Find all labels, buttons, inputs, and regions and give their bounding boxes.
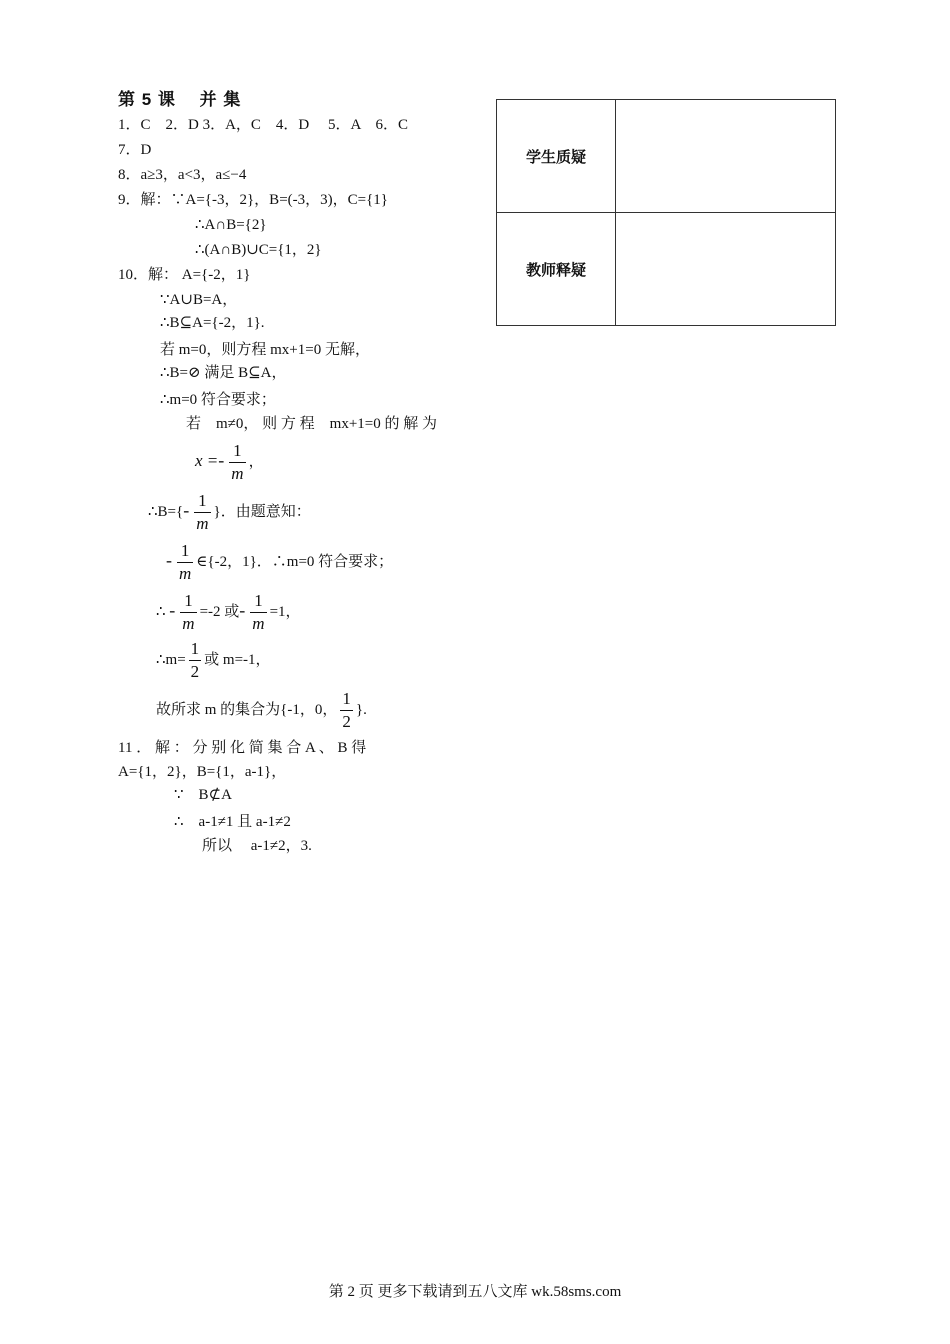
formula-x-lhs: x =: [195, 451, 219, 470]
page-footer: 第 2 页 更多下载请到五八文库 wk.58sms.com: [328, 1284, 622, 1300]
fraction-1-over-m: $\frac{1}{m}$: [182, 591, 195, 634]
formula-equations: ∴ - $\frac{1}{m}$ =-2 或- $\frac{1}{m}$ =1，: [156, 591, 301, 634]
fraction-1-over-2: $\frac{1}{2}$: [342, 689, 351, 732]
answer-line-24: 所以 a-1≠2，3.: [202, 838, 312, 854]
answer-line-11: ∴B=⊘ 满足 B⊆A，: [160, 365, 287, 381]
minus-sign: -: [218, 450, 225, 470]
student-question-cell: [616, 100, 836, 213]
fraction-1-over-m: $\frac{1}{m}$: [179, 541, 192, 584]
formula-x: x =- $\frac{1}{m}$ ，: [195, 441, 264, 484]
answer-line-10: 若 m=0，则方程 mx+1=0 无解，: [160, 342, 370, 358]
answer-line-22: ∵ B⊄A: [174, 787, 232, 803]
teacher-answer-cell: [616, 213, 836, 326]
answer-line-20: 11 ． 解 ： 分 别 化 简 集 合 A 、 B 得: [118, 740, 367, 756]
question-answer-table: [496, 99, 836, 326]
answer-line-7: 10．解： A={-2，1}: [118, 267, 251, 283]
formula-m-values: ∴m= $\frac{1}{2}$ 或 m=-1，: [156, 639, 271, 682]
answer-line-8: ∵A∪B=A，: [160, 292, 238, 308]
answer-line-23: ∴ a-1≠1 且 a-1≠2: [174, 814, 291, 830]
fraction-1-over-2: $\frac{1}{2}$: [190, 639, 200, 682]
fraction-1-over-m: $\frac{1}{m}$: [231, 441, 244, 484]
answer-line-4: 9．解：∵A={-3，2}，B=(-3，3)，C={1}: [118, 192, 389, 208]
answer-line-5: ∴A∩B={2}: [195, 217, 267, 233]
answer-line-3: 8．a≥3，a<3，a≤−4: [118, 167, 247, 183]
table-row: [497, 213, 836, 326]
answer-line-1: 1．C 2．D 3．A，C 4．D 5．A 6．C: [118, 117, 409, 133]
formula-b-set: ∴B={- $\frac{1}{m}$ }．由题意知：: [148, 491, 311, 534]
fraction-1-over-m: $\frac{1}{m}$: [252, 591, 265, 634]
lesson-title: 第 5 课 并 集: [118, 90, 242, 109]
student-question-label: 学生质疑: [497, 100, 616, 213]
formula-membership: - $\frac{1}{m}$ ∈{-2，1}．∴m=0 符合要求；: [166, 541, 394, 584]
answer-line-21: A={1，2}，B={1，a-1}，: [118, 764, 287, 780]
table-row: [497, 100, 836, 213]
teacher-answer-label: 教师释疑: [497, 213, 616, 326]
fraction-1-over-m: $\frac{1}{m}$: [196, 491, 209, 534]
answer-line-6: ∴(A∩B)∪C={1，2}: [195, 242, 322, 258]
answer-line-12: ∴m=0 符合要求；: [160, 392, 276, 408]
answer-line-2: 7．D: [118, 142, 152, 158]
answer-line-13: 若 m≠0， 则 方 程 mx+1=0 的 解 为: [186, 416, 437, 432]
answer-line-9: ∴B⊆A={-2，1}.: [160, 315, 265, 331]
formula-answer-set: 故所求 m 的集合为{-1，0， $\frac{1}{2}$ }.: [156, 689, 367, 732]
